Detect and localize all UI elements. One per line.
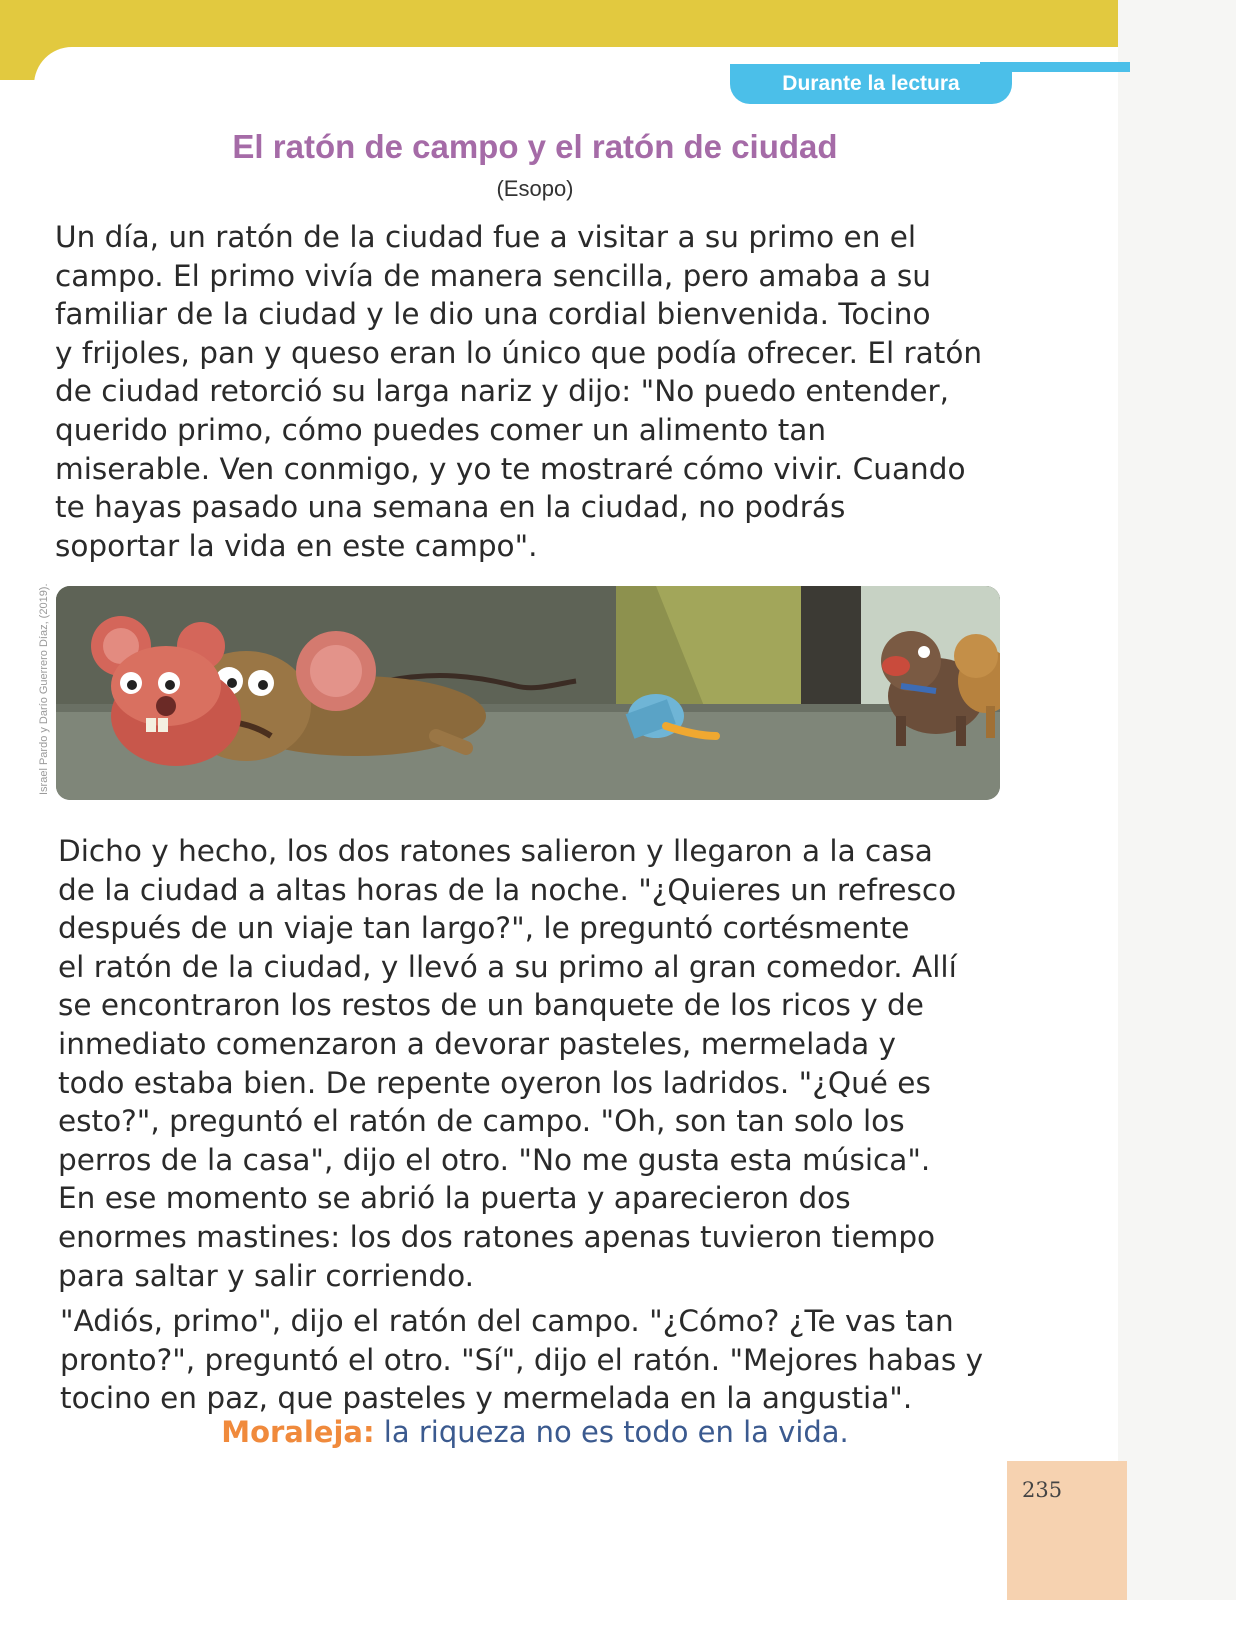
story-paragraph-2: Dicho y hecho, los dos ratones salieron y llegaron a la casa de la ciudad a altas horas de la noche. "¿Quieres un refresco después de un viaje tan largo?", le preguntó cortésmente el ratón de la ciudad, y llevó a su primo al gran comedor. Allí se encontraron los restos de un banquete de los ricos y de inmediato comenzaron a devorar pasteles, mermelada y todo estaba bien. De repente oyeron los ladridos. "¿Qué es esto?", preguntó el ratón de campo. "Oh, son tan solo los perros de la casa", dijo el otro. "No me gusta esta música". En ese momento se abrió la puerta y aparecieron dos enormes mastines: los dos ratones apenas tuvieron tiempo para saltar y salir corriendo. bbox=[58, 834, 957, 1293]
story-paragraph-1: Un día, un ratón de la ciudad fue a visitar a su primo en el campo. El primo vivía de manera sencilla, pero amaba a su familiar de la ciudad y le dio una cordial bienvenida. Tocino y frijoles, pan y queso eran lo único que podía ofrecer. El ratón de ciudad retorció su larga nariz y dijo: "No puedo entender, querido primo, cómo puedes comer un alimento tan miserable. Ven conmigo, y yo te mostraré cómo vivir. Cuando te hayas pasado una semana en la ciudad, no podrás soportar la vida en este campo". bbox=[55, 220, 983, 563]
moral-text: la riqueza no es todo en la vida. bbox=[374, 1415, 849, 1449]
page-edge bbox=[1118, 0, 1236, 1600]
story-illustration bbox=[56, 586, 1000, 800]
story-title: El ratón de campo y el ratón de ciudad bbox=[232, 128, 838, 165]
moral bbox=[0, 1415, 1070, 1449]
mice-fleeing-dogs-illustration bbox=[56, 586, 1000, 800]
story-author: (Esopo) bbox=[496, 176, 574, 201]
page-number: 235 bbox=[1022, 1478, 1063, 1502]
moral-label: Moraleja: bbox=[221, 1415, 375, 1449]
story-paragraph-3: "Adiós, primo", dijo el ratón del campo. "¿Cómo? ¿Te vas tan pronto?", preguntó el otro. "Sí", dijo el ratón. "Mejores habas y tocino en paz, que pasteles y mermelada en la angustia". bbox=[60, 1304, 984, 1416]
illustration-credit: Israel Pardo y Darío Guerrero Díaz, (2019). bbox=[38, 583, 50, 795]
section-tab: Durante la lectura bbox=[730, 64, 1012, 104]
